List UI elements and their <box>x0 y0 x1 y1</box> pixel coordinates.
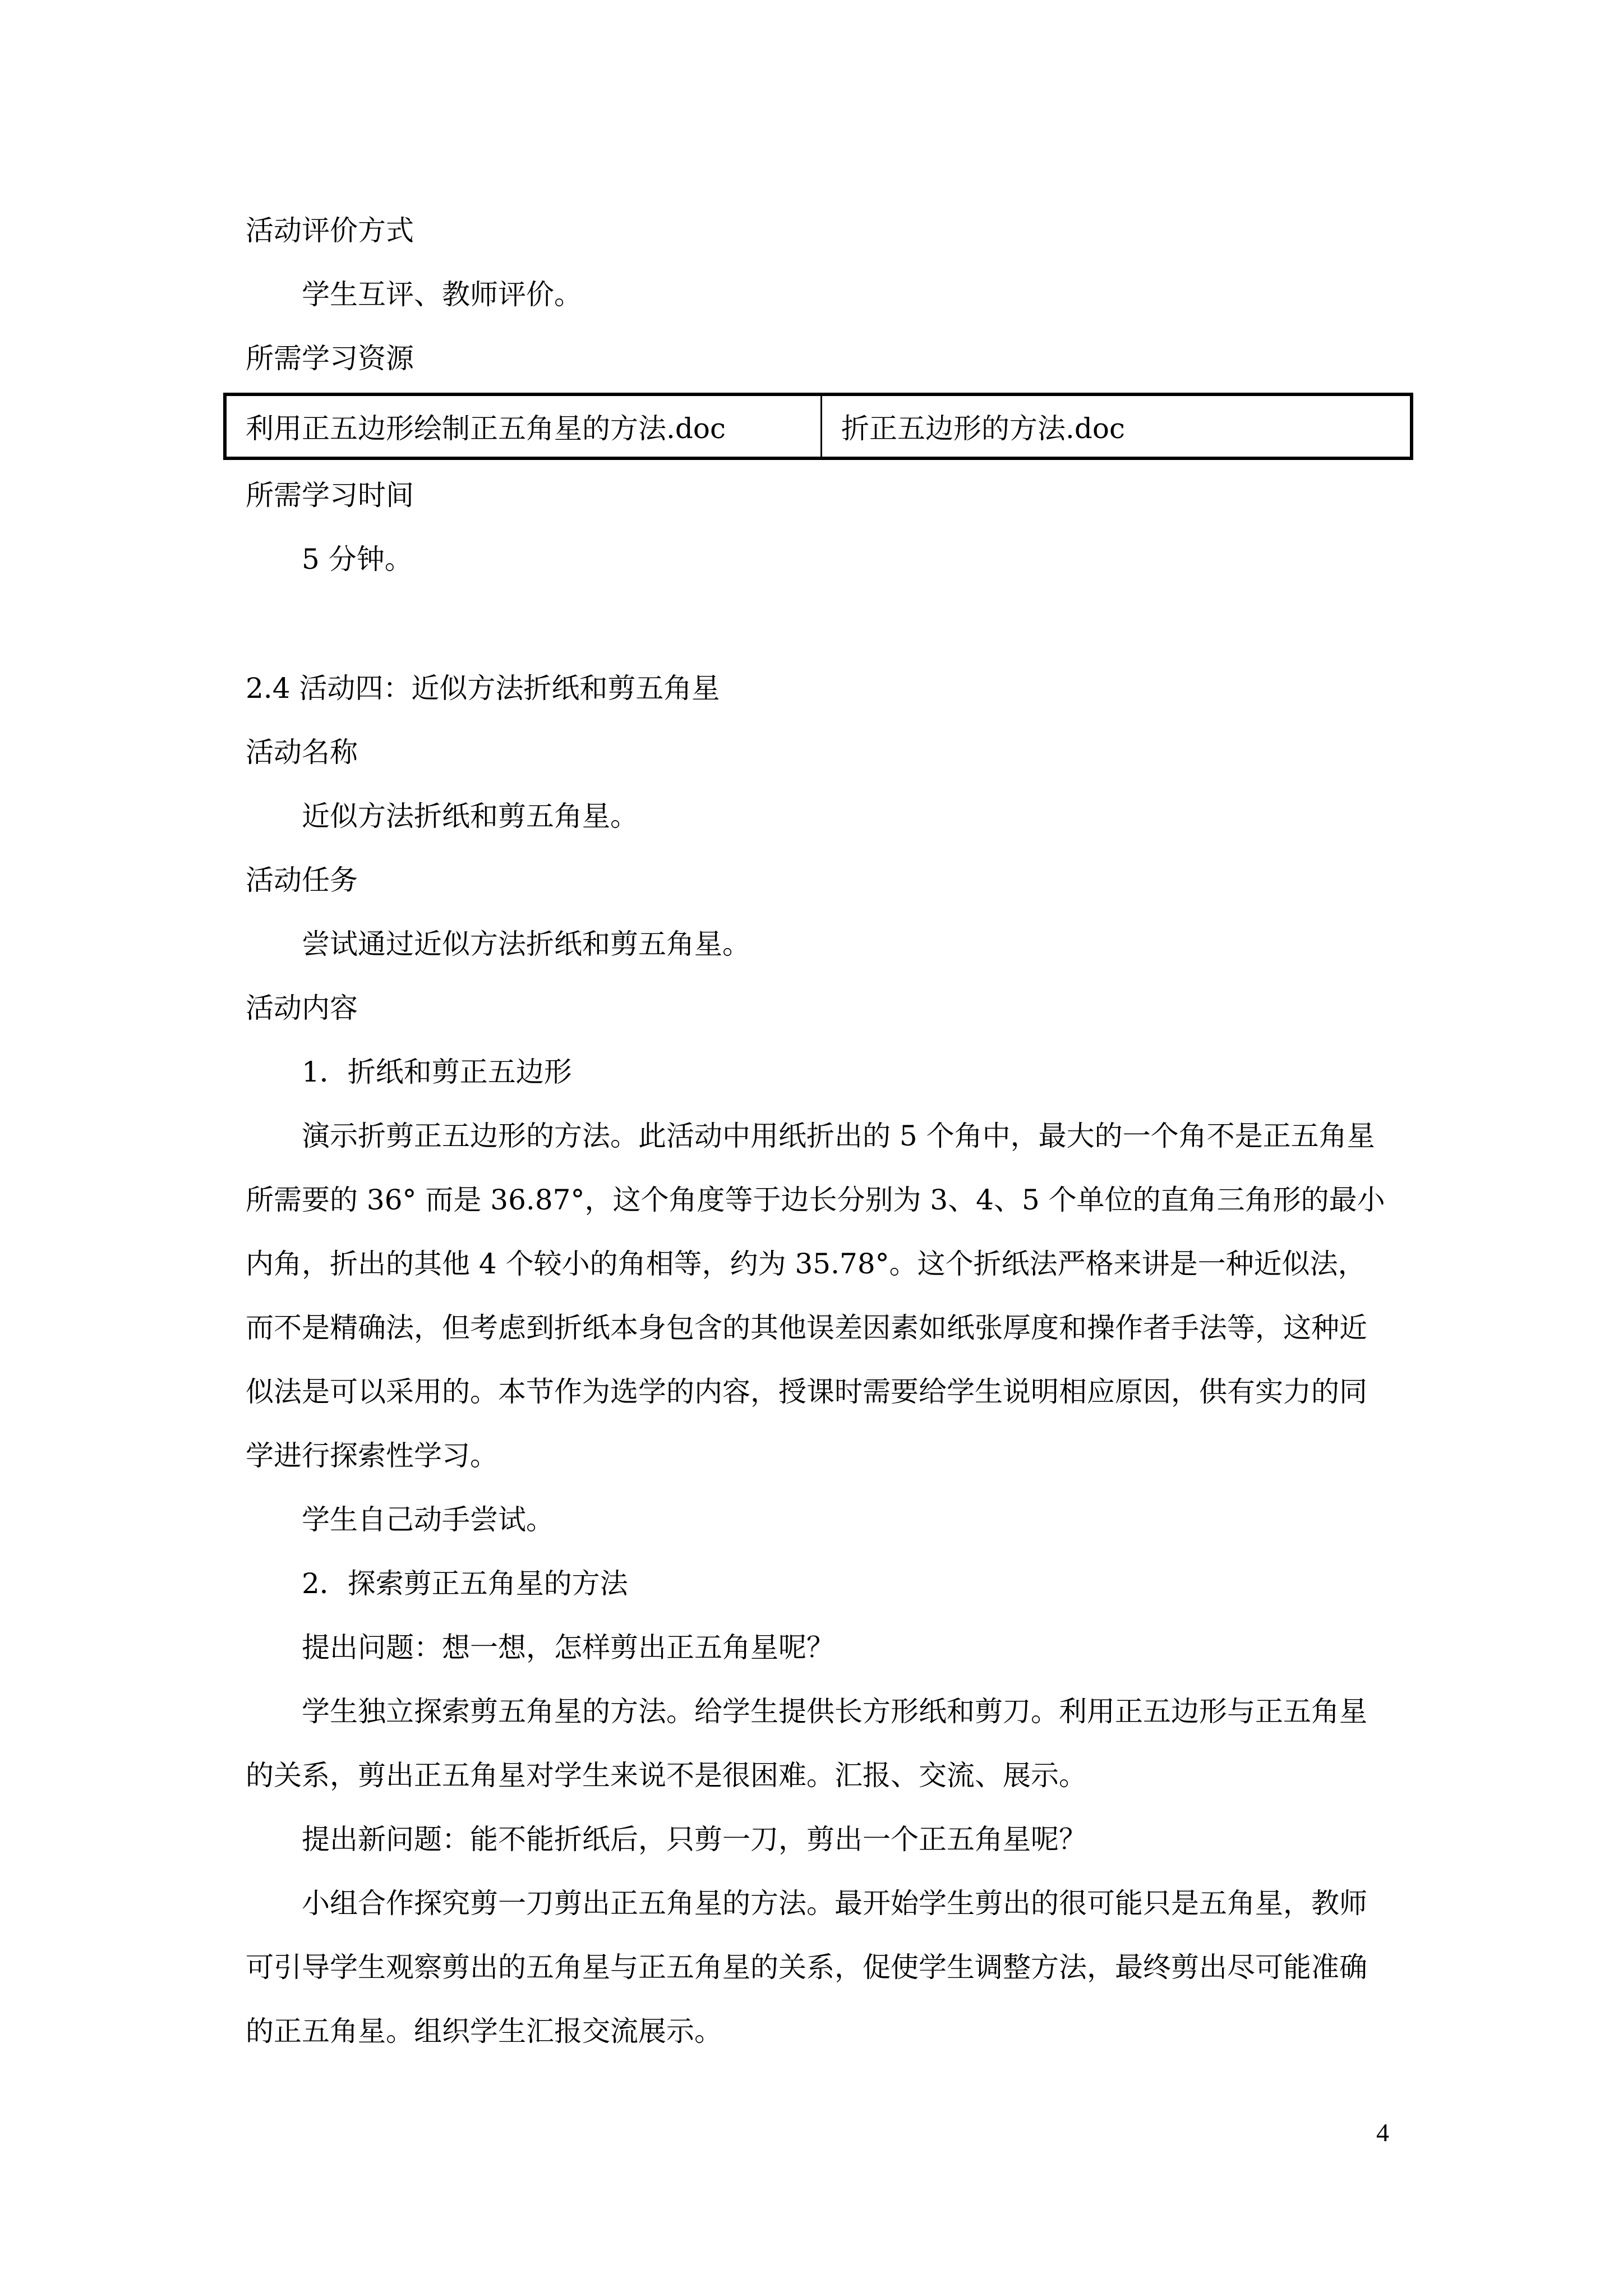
activity-task-text: 尝试通过近似方法折纸和剪五角星。 <box>302 928 750 960</box>
paragraph-student-try: 学生自己动手尝试。 <box>302 1503 554 1536</box>
paragraph-folding-line-5: 似法是可以采用的。本节作为选学的内容，授课时需要给学生说明相应原因，供有实力的同 <box>246 1375 1367 1408</box>
page-number: 4 <box>1376 2118 1389 2147</box>
paragraph-folding-line-2: 所需要的 36° 而是 36.87°，这个角度等于边长分别为 3、4、5 个单位的直角三角形的最小 <box>246 1184 1385 1216</box>
heading-learning-time: 所需学习时间 <box>246 479 414 512</box>
heading-eval-method: 活动评价方式 <box>246 214 414 247</box>
paragraph-question-2: 提出新问题：能不能折纸后，只剪一刀，剪出一个正五角星呢？ <box>302 1823 1087 1856</box>
activity4-title: 2.4 活动四：近似方法折纸和剪五角星 <box>246 672 720 705</box>
paragraph-group-line-1: 小组合作探究剪一刀剪出正五角星的方法。最开始学生剪出的很可能只是五角星，教师 <box>302 1887 1367 1920</box>
resources-table <box>223 393 1413 460</box>
paragraph-folding-line-4: 而不是精确法，但考虑到折纸本身包含的其他误差因素如纸张厚度和操作者手法等，这种近 <box>246 1312 1367 1344</box>
paragraph-explore-line-2: 的关系，剪出正五角星对学生来说不是很困难。汇报、交流、展示。 <box>246 1759 1087 1792</box>
paragraph-group-line-3: 的正五角星。组织学生汇报交流展示。 <box>246 2015 722 2047</box>
heading-learning-resources: 所需学习资源 <box>246 342 414 375</box>
heading-activity-name: 活动名称 <box>246 736 358 769</box>
resource-link-pentagram-doc[interactable]: 利用正五边形绘制正五角星的方法.doc <box>227 396 822 457</box>
eval-method-text: 学生互评、教师评价。 <box>302 278 582 311</box>
paragraph-question-1: 提出问题：想一想，怎样剪出正五角星呢？ <box>302 1631 834 1664</box>
heading-activity-content: 活动内容 <box>246 992 358 1024</box>
heading-activity-task: 活动任务 <box>246 864 358 896</box>
resource-link-pentagon-doc[interactable]: 折正五边形的方法.doc <box>841 412 1126 445</box>
activity-name-text: 近似方法折纸和剪五角星。 <box>302 800 638 832</box>
paragraph-folding-line-6: 学进行探索性学习。 <box>246 1439 498 1472</box>
item2-title: 2．探索剪正五角星的方法 <box>302 1567 628 1600</box>
learning-time-text: 5 分钟。 <box>302 543 413 576</box>
paragraph-group-line-2: 可引导学生观察剪出的五角星与正五角星的关系，促使学生调整方法，最终剪出尽可能准确 <box>246 1951 1367 1984</box>
paragraph-explore-line-1: 学生独立探索剪五角星的方法。给学生提供长方形纸和剪刀。利用正五边形与正五角星 <box>302 1695 1367 1728</box>
paragraph-folding-line-3: 内角，折出的其他 4 个较小的角相等，约为 35.78°。这个折纸法严格来讲是一种近似法， <box>246 1248 1366 1280</box>
paragraph-folding-line-1: 演示折剪正五边形的方法。此活动中用纸折出的 5 个角中，最大的一个角不是正五角星 <box>302 1120 1375 1152</box>
item1-title: 1．折纸和剪正五边形 <box>302 1056 572 1088</box>
